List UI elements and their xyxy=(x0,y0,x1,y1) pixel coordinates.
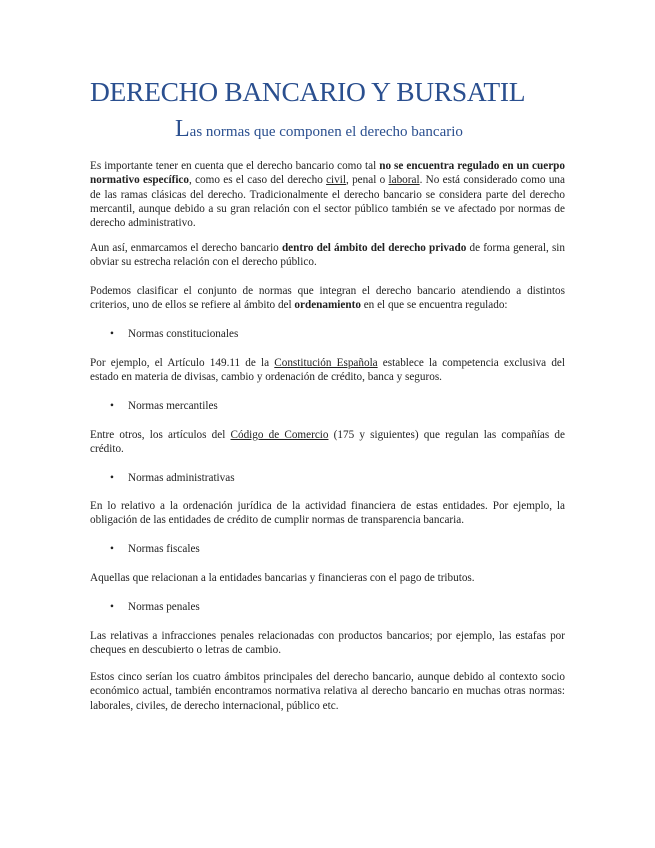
bullet-icon: • xyxy=(110,328,114,340)
bullet-icon: • xyxy=(110,543,114,555)
bullet-icon: • xyxy=(110,400,114,412)
bold-phrase: no se encuentra regulado en un cuerpo normativo específico xyxy=(90,160,565,187)
list-item: • Normas fiscales xyxy=(110,543,200,555)
paragraph-conclusion: Estos cinco serían los cuatro ámbitos principales del derecho bancario, aunque debido al contexto socio económico actual, también encontramos normativa relativa al derecho bancario en muchas otras normas: laborales, civiles, de derecho internacional, público etc. xyxy=(90,671,565,712)
document-title: DERECHO BANCARIO Y BURSATIL xyxy=(90,76,526,107)
section-subtitle xyxy=(175,116,575,143)
bold-phrase: ordenamiento xyxy=(294,299,361,312)
subtitle-rest: as normas que componen el derecho bancario xyxy=(189,124,463,140)
link-codigo-comercio[interactable]: Código de Comercio xyxy=(230,429,329,441)
subtitle-initial: L xyxy=(175,116,190,142)
paragraph-penal: Las relativas a infracciones penales relacionadas con productos bancarios; por ejemplo, las estafas por cheques en descubierto o letras de cambio. xyxy=(90,630,565,657)
paragraph-classification: Podemos clasificar el conjunto de normas que integran el derecho bancario atendiendo a distintos criterios, uno de ellos se refiere al ámbito del ordenamiento en el que se encuentra regulado: xyxy=(90,285,565,312)
list-item: • Normas administrativas xyxy=(110,472,235,484)
bold-phrase: dentro del ámbito del derecho privado xyxy=(281,242,467,254)
link-laboral[interactable]: laboral xyxy=(388,174,420,187)
paragraph-private-law: Aun así, enmarcamos el derecho bancario dentro del ámbito del derecho privado de forma general, sin obviar su estrecha relación con el derecho público. xyxy=(90,242,565,269)
link-constitucion[interactable]: Constitución Española xyxy=(274,357,378,369)
paragraph-administrative: En lo relativo a la ordenación jurídica de la actividad financiera de estas entidades. Por ejemplo, la obligación de las entidades de crédito de cumplir normas de transparencia bancaria. xyxy=(90,500,565,527)
link-civil[interactable]: civil xyxy=(326,174,346,187)
bullet-icon: • xyxy=(110,601,114,613)
paragraph-commerce: Entre otros, los artículos del Código de Comercio (175 y siguientes) que regulan las compañías de crédito. xyxy=(90,429,565,456)
paragraph-intro: Es importante tener en cuenta que el derecho bancario como tal no se encuentra regulado en un cuerpo normativo específico, como es el caso del derecho civil, penal o laboral. No está considerado como una de las ramas clásicas del derecho. Tradicionalmente el derecho bancario se considera parte del derecho mercantil, aunque debido a su gran relación con el sector público también se ve afectado por normas de derecho administrativo. xyxy=(90,160,565,230)
list-item: • Normas mercantiles xyxy=(110,400,218,412)
list-item: • Normas penales xyxy=(110,601,200,613)
bullet-icon: • xyxy=(110,472,114,484)
paragraph-fiscal: Aquellas que relacionan a la entidades bancarias y financieras con el pago de tributos. xyxy=(90,572,475,584)
paragraph-constitution: Por ejemplo, el Artículo 149.11 de la Constitución Española establece la competencia exclusiva del estado en materia de divisas, cambio y ordenación de crédito, banca y seguros. xyxy=(90,357,565,384)
list-item: • Normas constitucionales xyxy=(110,328,239,340)
